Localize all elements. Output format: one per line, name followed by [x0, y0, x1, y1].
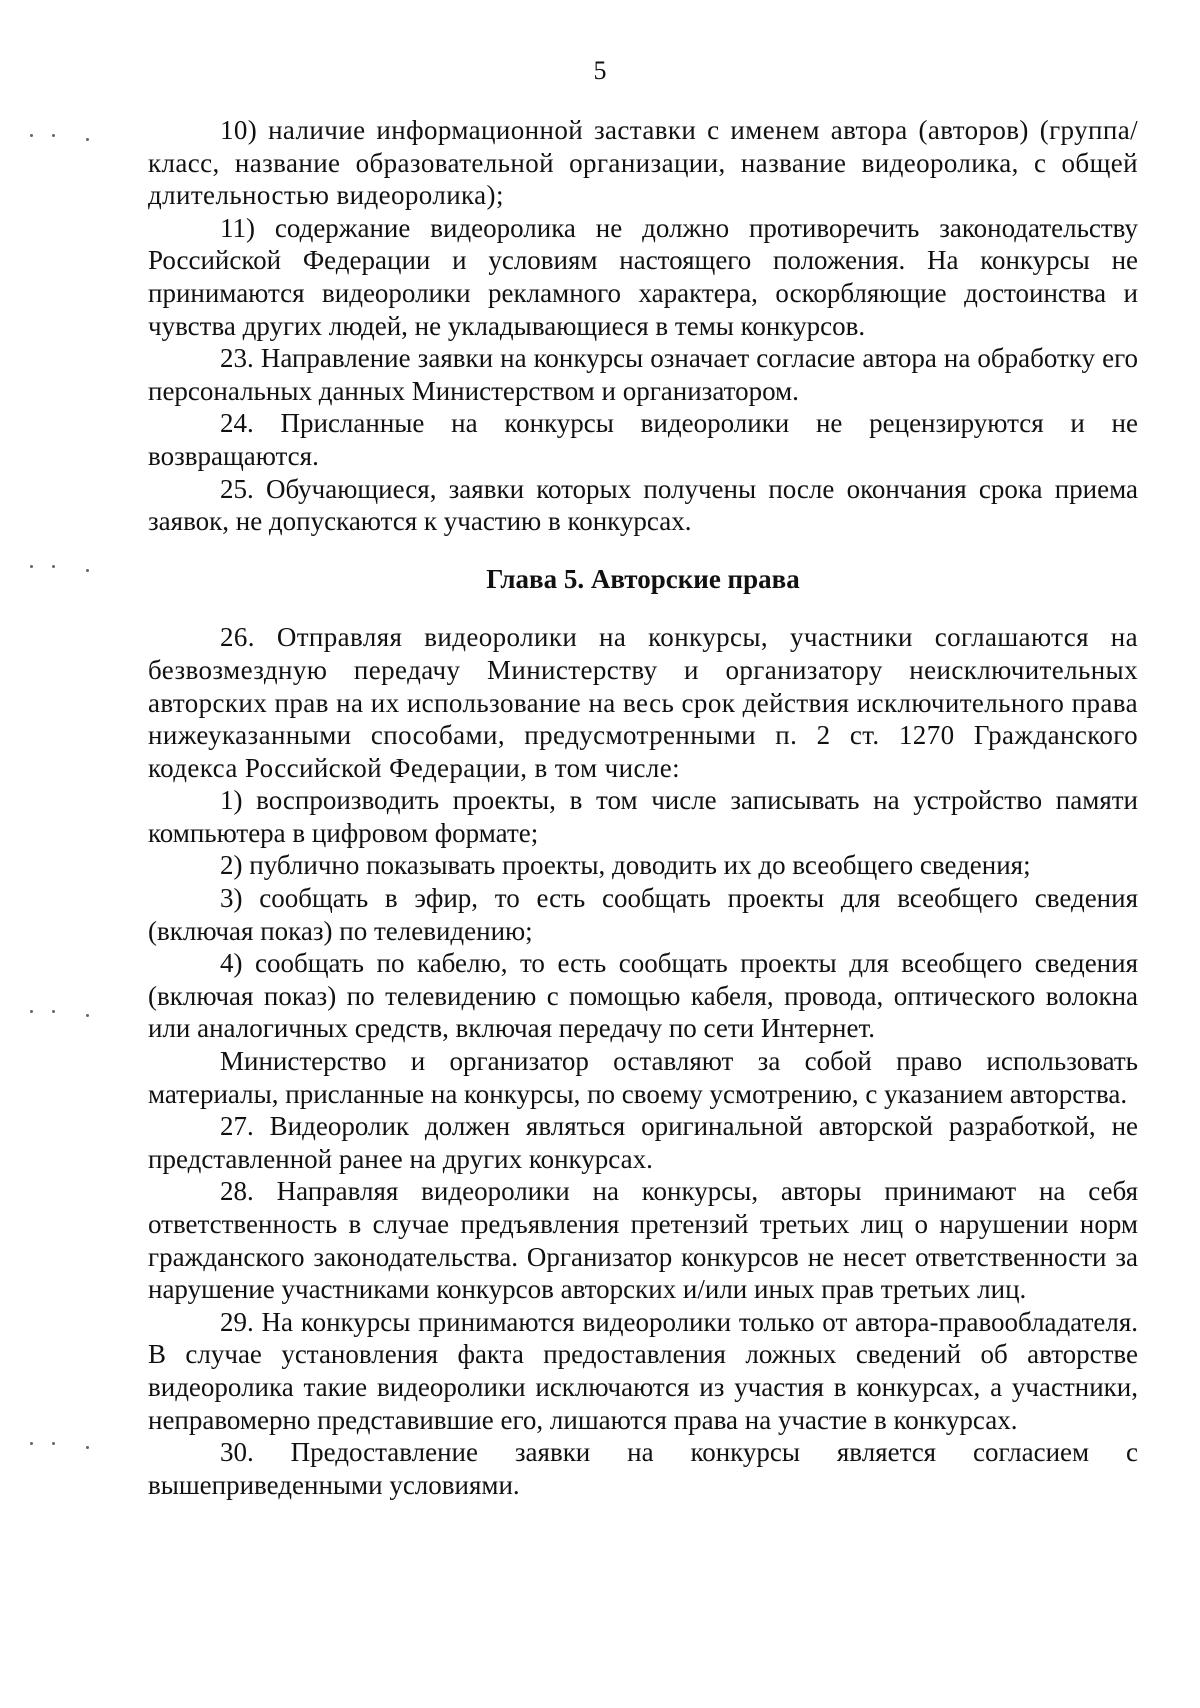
binding-hole-marks [30, 1010, 110, 1020]
paragraph-item-11: 11) содержание видеоролика не должно противоречить законодательству Российской Федерации и условиям настоящего положения. На конкурсы не принимаются видеоролики рекламного характера, оскорбляющие достоинства и чувства других людей, не укладывающиеся в темы конкурсов. [148, 212, 1138, 341]
binding-hole-marks [30, 565, 110, 575]
list-item-1: 1) воспроизводить проекты, в том числе записывать на устройство памяти компьютера в цифровом формате; [148, 785, 1138, 848]
list-item-2: 2) публично показывать проекты, доводить их до всеобщего сведения; [220, 850, 1031, 881]
list-item-4: 4) сообщать по кабелю, то есть сообщать проекты для всеобщего сведения (включая показ) по телевидению с помощью кабеля, провода, оптического волокна или аналогичных средств, включая передачу по сети Интернет. [148, 948, 1138, 1044]
paragraph-23: 23. Направление заявки на конкурсы означает согласие автора на обработку его персональных данных Министерством и организатором. [148, 343, 1138, 406]
paragraph-30: 30. Предоставление заявки на конкурсы является согласием с вышеприведенными условиями. [148, 1437, 1138, 1500]
list-item-3: 3) сообщать в эфир, то есть сообщать проекты для всеобщего сведения (включая показ) по телевидению; [148, 883, 1138, 946]
paragraph-25: 25. Обучающиеся, заявки которых получены после окончания срока приема заявок, не допускаются к участию в конкурсах. [148, 473, 1138, 537]
paragraph-24: 24. Присланные на конкурсы видеоролики не рецензируются и не возвращаются. [148, 408, 1138, 471]
paragraph-28: 28. Направляя видеоролики на конкурсы, авторы принимают на себя ответственность в случае предъявления претензий третьих лиц о нарушении норм гражданского законодательства. Организатор конкурсов не несет ответственности за нарушение участниками конкурсов авторских и/или иных прав третьих лиц. [148, 1176, 1138, 1305]
binding-hole-marks [30, 1442, 110, 1452]
document-body [148, 114, 1138, 1501]
paragraph-26: 26. Отправляя видеоролики на конкурсы, участники соглашаются на безвозмездную передачу Министерству и организатору неисключительных авторских прав на их использование на весь срок действия исключительного права нижеуказанными способами, предусмотренными п. 2 ст. 1270 Гражданского кодекса Российской Федерации, в том числе: [148, 622, 1138, 783]
paragraph-27: 27. Видеоролик должен являться оригинальной авторской разработкой, не представленной ранее на других конкурсах. [148, 1111, 1138, 1174]
paragraph-ministry-rights: Министерство и организатор оставляют за собой право использовать материалы, присланные на конкурсы, по своему усмотрению, с указанием авторства. [148, 1046, 1138, 1109]
paragraph-29: 29. На конкурсы принимаются видеоролики только от автора-правообладателя. В случае установления факта предоставления ложных сведений об авторстве видеоролика такие видеоролики исключаются из участия в конкурсах, а участники, неправомерно представившие его, лишаются права на участие в конкурсах. [148, 1306, 1138, 1435]
binding-hole-marks [30, 134, 110, 144]
chapter-heading: Глава 5. Авторские права [486, 563, 800, 594]
paragraph-item-10: 10) наличие информационной заставки с именем автора (авторов) (группа/класс, название образовательной организации, название видеоролика, с общей длительностью видеоролика); [148, 115, 1138, 211]
page-number: 5 [593, 56, 607, 85]
